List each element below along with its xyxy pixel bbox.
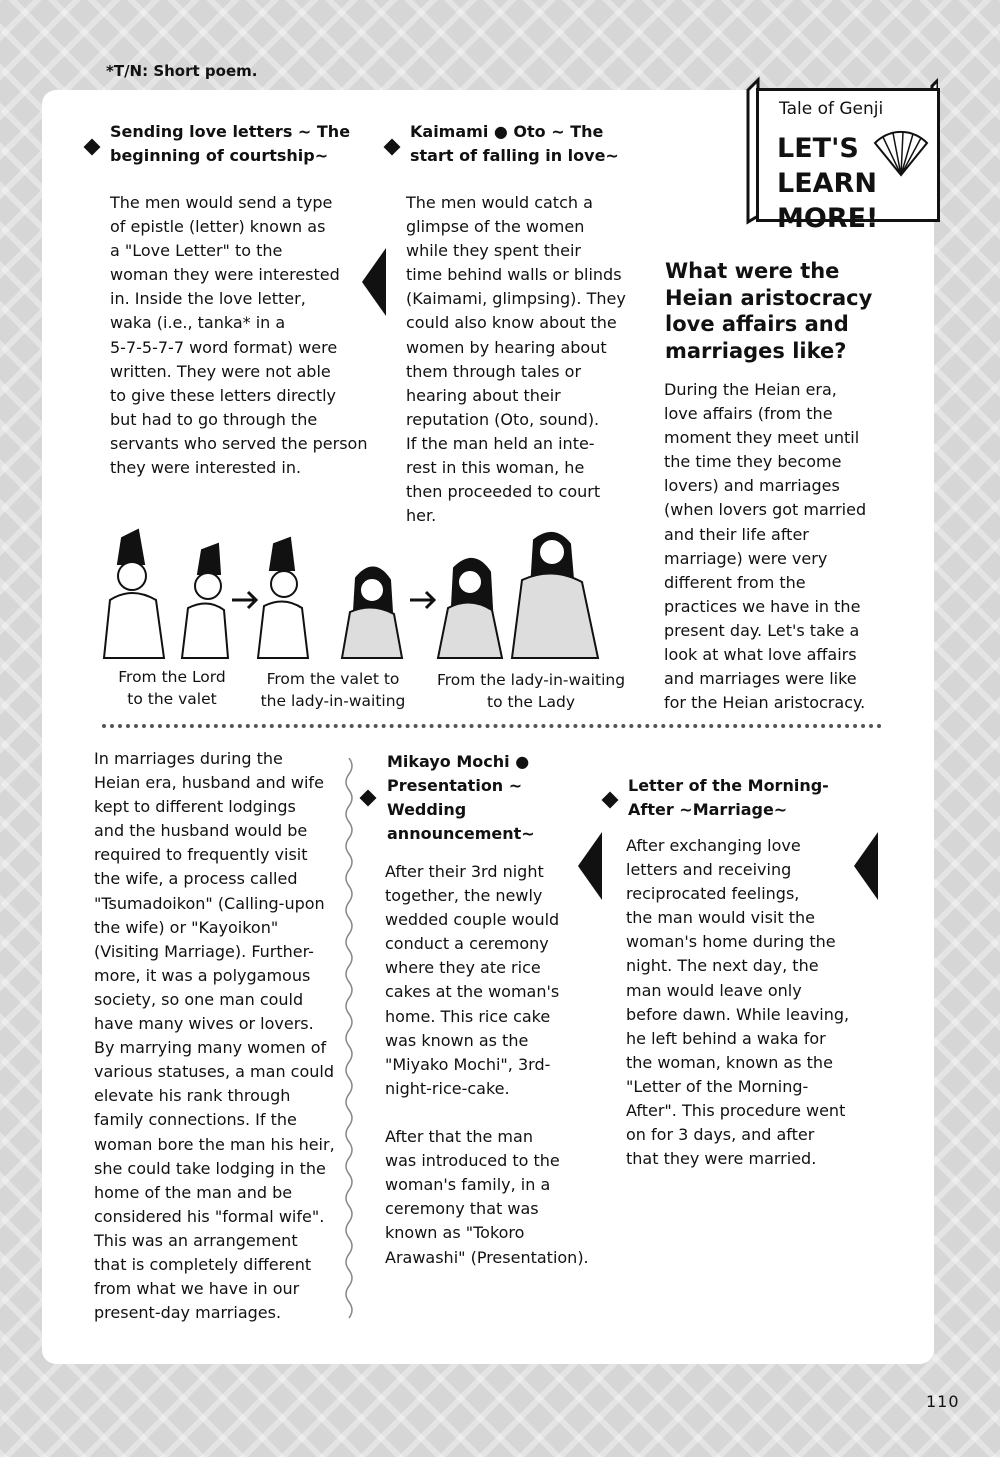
banner-subtitle: Tale of Genji [779,99,884,119]
caption-lady-in-waiting-to-lady: From the lady-in-waiting to the Lady [436,671,626,711]
mikayo-title: Mikayo Mochi ● Presentation ~ Wedding announcement~ [387,752,535,843]
folding-fan-icon [871,127,931,179]
love-letters-title: Sending love letters ~ The beginning of courtship~ [110,122,351,165]
kaimami-body: The men would catch a glimpse of the women while they spent their time behind walls or blinds (Kaimami, glimpsing). They could also know about the women by hearing about them through tales or hearing about their reputation (Oto, sound). If the man held an inte- rest in this woman, he then proceeded to court her. [406,193,626,526]
dotted-divider [102,724,882,728]
translator-note: *T/N: Short poem. [106,62,258,80]
arrow-marker-icon [578,832,602,900]
wavy-divider [342,758,356,1320]
love-letters-body: The men would send a type of epistle (letter) known as a "Love Letter" to the woman they were interested in. Inside the love letter, waka (i.e., tanka* in a 5-7-5-7-7 word format) were written. They were not able to give these letters directly but had to go through the servants who served the person they were interested in. [110,193,368,478]
marriages-body: In marriages during the Heian era, husband and wife kept to different lodgings and the husband would be required to frequently visit the wife, a process called "Tsumadoikon" (Calling-upon the wife) or "Kayoikon" (Visiting Marriage). Further- more, it was a polygamous society, so one man could have many wives or lovers. By marrying many women of various statuses, a man could elevate his rank through family connections. If the woman bore the man his heir, she could take lodging in the home of the man and be considered his "formal wife". This was an arrangement that is completely different from what we have in our present-day marriages. [94,749,335,1323]
question-heading: What were the Heian aristocracy love affairs and marriages like? [665,259,873,363]
page-number: 110 [926,1392,960,1411]
caption-valet-to-lady-in-waiting: From the valet to the lady-in-waiting [260,670,406,710]
morning-after-title: Letter of the Morning- After ~Marriage~ [628,776,829,819]
arrow-marker-icon [854,832,878,900]
intro-text: During the Heian era, love affairs (from the moment they meet until the time they become lovers) and marriages (when lovers got married and their life after marriage) were very different from the practices we have in the present day. Let's take a look at what love affairs and marriages were like for the Heian aristocracy. [664,380,867,713]
kaimami-title: Kaimami ● Oto ~ The start of falling in love~ [410,122,619,165]
caption-lord-to-valet: From the Lord to the valet [118,668,226,708]
morning-after-body: After exchanging love letters and receiving reciprocated feelings, the man would visit the woman's home during the night. The next day, the man would leave only before dawn. While leaving, he left behind a waka for the woman, known as the "Letter of the Morning- After". This procedure went on for 3 days, and after that they were married. [626,836,850,1169]
banner-title-line1: LET'S [777,133,859,164]
arrow-marker-icon [362,248,386,316]
eboshi-hat-icon [118,530,144,564]
courtship-illustration [98,528,633,660]
banner-box [756,88,940,234]
mikayo-body: After their 3rd night together, the newly wedded couple would conduct a ceremony where they ate rice cakes at the woman's home. This rice cake was known as the "Miyako Mochi", 3rd- night-rice-cake. After that the man was introduced to the woman's family, in a ceremony that was known as "Tokoro Arawashi" (Presentation). [385,862,589,1267]
banner-title-line2: LEARN MORE! [777,168,879,234]
lets-learn-more-banner [746,76,938,234]
